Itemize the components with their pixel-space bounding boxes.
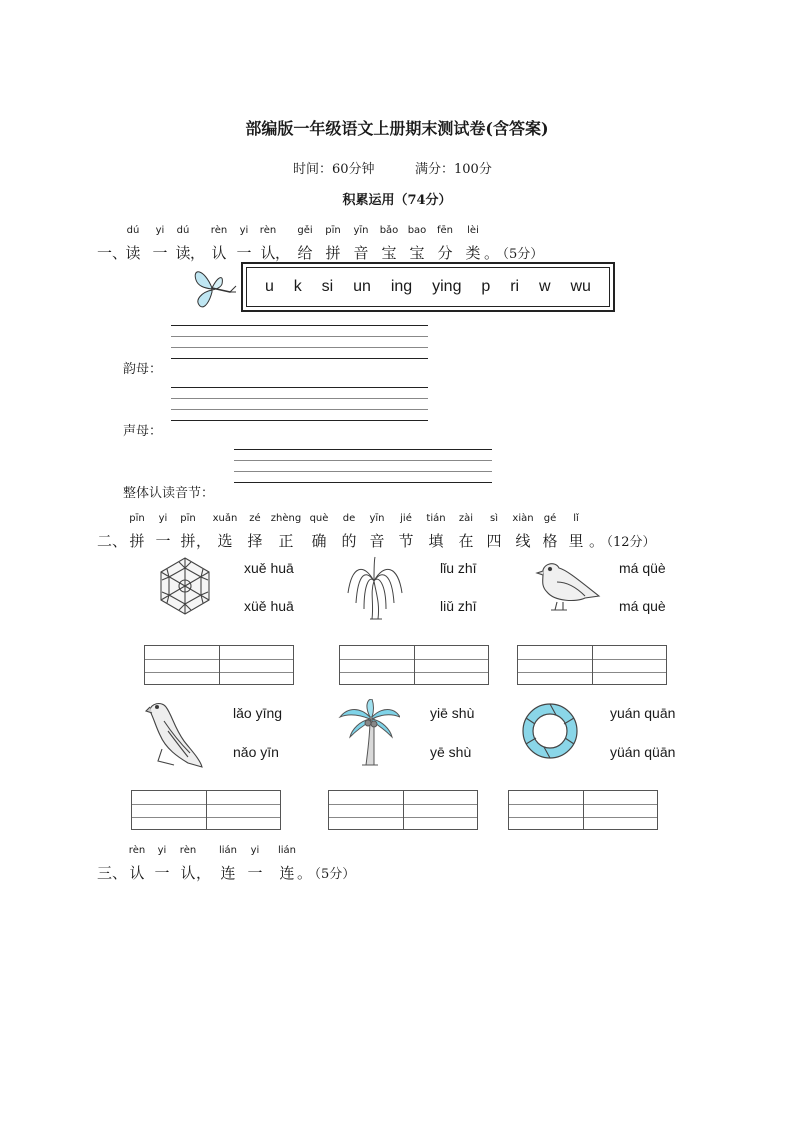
ruby-char: de 的 [341, 513, 357, 550]
punctuation: 。 [589, 532, 605, 550]
ruby-char: xuǎn 选 [212, 513, 238, 550]
punctuation: ， [196, 864, 212, 882]
four-line-grid[interactable] [517, 645, 667, 685]
four-line-grid[interactable] [328, 790, 478, 830]
option-a: má qüè [619, 560, 666, 576]
ruby-char: xiàn 线 [512, 513, 534, 550]
ruby-char: lián 连 [277, 845, 297, 882]
question-1-header [0, 224, 794, 264]
option-a: yiē shù [430, 705, 475, 721]
punctuation: 。 [297, 864, 313, 882]
question-3-header [0, 844, 794, 884]
question-2-header [0, 512, 794, 552]
ruby-char: pīn 拼 [180, 513, 196, 550]
option-b: xüě huā [244, 598, 294, 614]
question-number: 一、 [97, 244, 128, 262]
four-line-grid[interactable] [131, 790, 281, 830]
ruby-char: pīn 拼 [325, 225, 341, 262]
four-line-grid[interactable] [508, 790, 658, 830]
ruby-char: zài 在 [458, 513, 474, 550]
ruby-char: yi 一 [247, 845, 263, 882]
syllable: ri [510, 278, 520, 295]
ruby-char: rèn 认 [179, 845, 197, 882]
ruby-char: què 确 [309, 513, 329, 550]
time-limit: 时间：60分钟 [293, 162, 375, 177]
syllable: wu [570, 278, 591, 295]
syllable-box [241, 262, 615, 312]
ruby-char: lèi 类 [465, 225, 481, 262]
ruby-char: dú 读 [125, 225, 141, 262]
ruby-char: lǐ 里 [568, 513, 584, 550]
zhengti-answer-lines[interactable] [234, 449, 492, 483]
zhengti-label: 整体认读音节： [123, 486, 215, 501]
syllable: si [321, 278, 334, 295]
ruby-char: zhèng 正 [270, 513, 302, 550]
ruby-char: yi 一 [236, 225, 252, 262]
option-b: má què [619, 598, 666, 614]
butterfly-icon [190, 262, 238, 312]
ruby-char: jié 节 [398, 513, 414, 550]
question-score: （5分） [308, 867, 356, 882]
ruby-char: pīn 拼 [129, 513, 145, 550]
question-score: （5分） [496, 247, 544, 262]
ruby-char: bǎo 宝 [379, 225, 399, 262]
syllable: w [538, 278, 551, 295]
willow-icon [344, 553, 406, 621]
ruby-char: lián 连 [218, 845, 238, 882]
coconut-tree-icon [338, 699, 400, 767]
page-title: 部编版一年级语文上册期末测试卷(含答案) [245, 119, 549, 138]
four-line-grid[interactable] [339, 645, 489, 685]
ruby-char: rèn 认 [259, 225, 277, 262]
syllable: k [293, 278, 302, 295]
ruby-char: gé 格 [542, 513, 558, 550]
section-title: 积累运用（74分） [342, 193, 452, 208]
eagle-icon [144, 697, 204, 769]
ruby-char: yi 一 [152, 225, 168, 262]
syllable: u [264, 278, 274, 295]
punctuation: 。 [484, 244, 500, 262]
ruby-char: zé 择 [247, 513, 263, 550]
option-b: yē shù [430, 744, 472, 760]
circle-icon [520, 701, 580, 761]
ruby-char: bao 宝 [407, 225, 427, 262]
ruby-char: yi 一 [155, 513, 171, 550]
shengmu-label: 声母： [123, 424, 163, 439]
ruby-char: sì 四 [486, 513, 502, 550]
ruby-char: gěi 给 [297, 225, 313, 262]
ruby-char: rèn 认 [210, 225, 228, 262]
yunmu-answer-lines[interactable] [171, 325, 428, 359]
question-number: 三、 [97, 864, 128, 882]
snowflake-icon [154, 554, 216, 618]
syllable: ing [390, 278, 413, 295]
syllable: ying [432, 278, 462, 295]
punctuation: ， [196, 532, 212, 550]
ruby-char: yīn 音 [353, 225, 369, 262]
punctuation: ， [275, 244, 291, 262]
option-b: yüán qüān [610, 744, 676, 760]
four-line-grid[interactable] [144, 645, 294, 685]
shengmu-answer-lines[interactable] [171, 387, 428, 421]
option-b: nǎo yīn [233, 744, 279, 760]
option-a: yuán quān [610, 705, 676, 721]
ruby-char: fēn 分 [436, 225, 453, 262]
option-a: lǐu zhī [440, 560, 477, 576]
ruby-char: rèn 认 [128, 845, 146, 882]
option-a: xuě huā [244, 560, 294, 576]
option-b: liǔ zhī [440, 598, 477, 614]
punctuation: ， [190, 244, 206, 262]
ruby-char: yīn 音 [369, 513, 385, 550]
ruby-char: tián 填 [426, 513, 446, 550]
option-a: lǎo yīng [233, 705, 283, 721]
full-score: 满分：100分 [415, 162, 492, 177]
ruby-char: dú 读 [175, 225, 191, 262]
sparrow-icon [533, 556, 603, 614]
question-score: （12分） [600, 535, 656, 550]
question-number: 二、 [97, 532, 128, 550]
syllable: p [481, 278, 491, 295]
ruby-char: yi 一 [154, 845, 170, 882]
syllable: un [353, 278, 371, 295]
yunmu-label: 韵母： [123, 362, 163, 377]
